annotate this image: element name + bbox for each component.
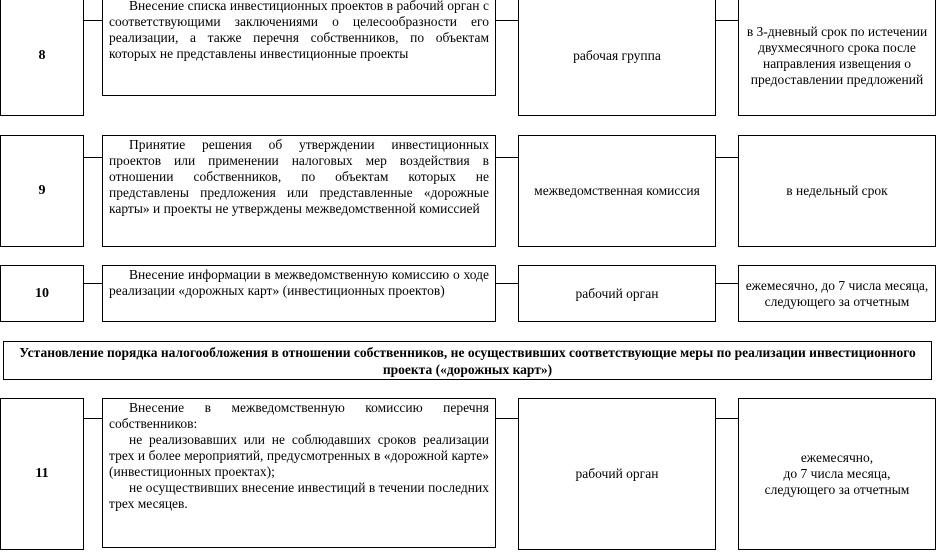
connector-line [496, 283, 518, 284]
description-paragraph: не осуществивших внесение инвестиций в течении последних трех месяцев. [109, 480, 489, 511]
row-number: 10 [35, 285, 49, 301]
description-paragraph: Внесение информации в межведомственную комиссию о ходе реализации «дорожных карт» (инвестиционных проектов) [109, 267, 489, 298]
row-10-description [102, 265, 496, 322]
row-8-number [0, 0, 84, 116]
description-paragraph: Внесение списка инвестиционных проектов в рабочий орган с соответствующими заключениями о целесообразности его реализации, а также перечня собственников, по объектам которых не представлены инвестиционные проекты [109, 0, 489, 61]
connector-line [496, 418, 518, 419]
row-9-deadline [738, 135, 936, 247]
description-paragraph: не реализовавших или не соблюдавших сроков реализации трех и более мероприятий, предусмотренных в «дорожной карте» (инвестиционных проектах); [109, 432, 489, 479]
connector-line [84, 20, 102, 21]
executor-text: рабочая группа [573, 48, 661, 63]
row-9-number [0, 135, 84, 247]
deadline-text: ежемесячно, до 7 числа месяца, следующего за отчетным [745, 277, 929, 309]
row-number: 9 [38, 183, 46, 198]
connector-line [496, 157, 518, 158]
row-9-executor [518, 135, 716, 247]
connector-line [716, 157, 738, 158]
row-number: 11 [35, 466, 49, 481]
row-number: 8 [38, 48, 46, 63]
row-11-executor [518, 398, 716, 550]
connector-line [84, 418, 102, 419]
section-heading-text: Установление порядка налогообложения в отношении собственников, не осуществивших соответствующие меры по реализации инвестиционного проекта («дорожных карт») [19, 345, 916, 377]
connector-line [716, 283, 738, 284]
deadline-text: в недельный срок [786, 183, 888, 198]
row-8-executor [518, 0, 716, 116]
deadline-text: ежемесячно, до 7 числа месяца, следующего за отчетным [764, 450, 910, 497]
executor-text: рабочий орган [575, 466, 659, 481]
row-10-deadline [738, 265, 936, 322]
description-paragraph: Принятие решения об утверждении инвестиционных проектов или применении налоговых мер воздействия в отношении собственников, по объектам которых не представлены предложения или представленные «дорожные карты» и проекты не утверждены межведомственной комиссией [109, 137, 489, 216]
connector-line [716, 418, 738, 419]
connector-line [716, 20, 738, 21]
deadline-text: в 3-дневный срок по истечении двухмесячного срока после направления извещения о предоставлении предложений [746, 24, 928, 87]
row-10-executor [518, 265, 716, 322]
row-9-description [102, 135, 496, 247]
section-heading [3, 341, 932, 380]
row-11-number [0, 398, 84, 550]
row-11-deadline [738, 398, 936, 550]
executor-text: рабочий орган [575, 285, 659, 301]
description-paragraph: Внесение в межведомственную комиссию перечня собственников: [109, 400, 489, 431]
row-8-description [102, 0, 496, 96]
row-8-deadline [738, 0, 936, 116]
row-11-description [102, 398, 496, 548]
executor-text: межведомственная комиссия [534, 183, 700, 198]
connector-line [496, 20, 518, 21]
connector-line [84, 157, 102, 158]
row-10-number [0, 265, 84, 322]
connector-line [84, 283, 102, 284]
